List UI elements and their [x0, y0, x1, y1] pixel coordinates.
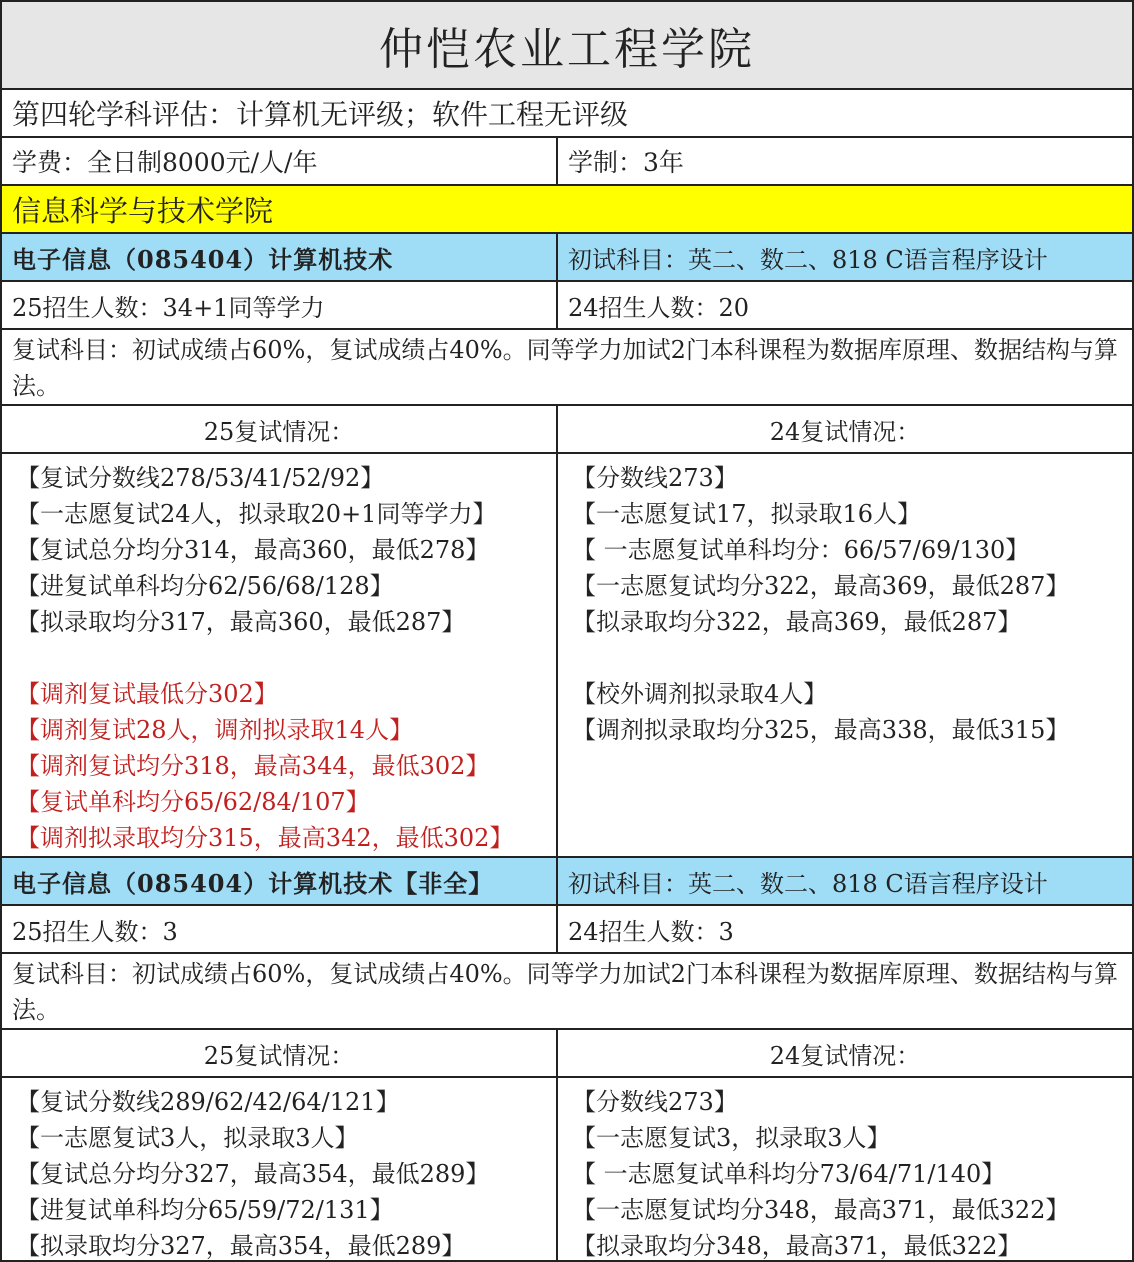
detail-line-adjustment: 【调剂拟录取均分315，最高342，最低302】: [16, 824, 514, 852]
retest-header-2025: 25复试情况：: [2, 1030, 558, 1076]
detail-line: 【调剂拟录取均分325，最高338，最低315】: [572, 716, 1070, 744]
retest-detail-2025: [2, 454, 558, 856]
detail-line: 【分数线273】: [572, 1088, 738, 1116]
program-name: 电子信息（085404）计算机技术: [2, 234, 558, 280]
retest-detail-2025: [2, 1078, 558, 1262]
detail-line: 【复试分数线278/53/41/52/92】: [16, 464, 385, 492]
detail-line: 【 一志愿复试单科均分：66/57/69/130】: [572, 536, 1030, 564]
detail-line: 【一志愿复试3，拟录取3人】: [572, 1124, 891, 1152]
school-name: 信息科学与技术学院: [12, 193, 274, 228]
detail-line: 【拟录取均分317，最高360，最低287】: [16, 608, 466, 636]
detail-line-adjustment: 【复试单科均分65/62/84/107】: [16, 788, 370, 816]
study-duration: 学制：3年: [568, 148, 684, 177]
detail-line: 【复试总分均分327，最高354，最低289】: [16, 1160, 490, 1188]
detail-line: 【一志愿复试均分322，最高369，最低287】: [572, 572, 1070, 600]
quota-row: [2, 282, 1132, 330]
detail-line: 【进复试单科均分65/59/72/131】: [16, 1196, 394, 1224]
quota-2025: 25招生人数：3: [2, 906, 558, 952]
detail-line-adjustment: 【调剂复试最低分302】: [16, 680, 278, 708]
retest-note-row: [2, 330, 1132, 406]
retest-header-2025: 25复试情况：: [2, 406, 558, 452]
detail-line: 【拟录取均分327，最高354，最低289】: [16, 1232, 466, 1260]
retest-note-row: [2, 954, 1132, 1030]
program-header-row: [2, 858, 1132, 906]
retest-note: 复试科目：初试成绩占60%，复试成绩占40%。同等学力加试2门本科课程为数据库原理、数据结构与算法。: [12, 960, 1118, 1024]
quota-2024: 24招生人数：3: [568, 917, 734, 946]
detail-line-adjustment: 【调剂复试28人，调剂拟录取14人】: [16, 716, 414, 744]
detail-line: 【复试分数线289/62/42/64/121】: [16, 1088, 400, 1116]
detail-line: 【拟录取均分322，最高369，最低287】: [572, 608, 1022, 636]
subject-evaluation: 第四轮学科评估：计算机无评级；软件工程无评级: [12, 98, 629, 131]
detail-line: 【校外调剂拟录取4人】: [572, 680, 828, 708]
detail-line: 【一志愿复试17，拟录取16人】: [572, 500, 922, 528]
title-row: [2, 2, 1132, 90]
evaluation-row: [2, 90, 1132, 138]
retest-detail-2024: [558, 1078, 1132, 1262]
quota-2025: 25招生人数：34+1同等学力: [2, 282, 558, 328]
retest-detail-row: [2, 454, 1132, 858]
quota-2024: 24招生人数：20: [568, 293, 750, 322]
detail-line: 【复试总分均分314，最高360，最低278】: [16, 536, 490, 564]
retest-note: 复试科目：初试成绩占60%，复试成绩占40%。同等学力加试2门本科课程为数据库原理、数据结构与算法。: [12, 336, 1118, 400]
detail-line: 【一志愿复试3人，拟录取3人】: [16, 1124, 359, 1152]
detail-spacer: [572, 640, 1132, 676]
detail-spacer: [16, 640, 556, 676]
detail-line: 【 一志愿复试单科均分73/64/71/140】: [572, 1160, 1006, 1188]
tuition-fee: 学费：全日制8000元/人/年: [2, 138, 558, 184]
detail-line: 【进复试单科均分62/56/68/128】: [16, 572, 394, 600]
retest-header-row: [2, 406, 1132, 454]
retest-header-row: [2, 1030, 1132, 1078]
detail-line: 【一志愿复试均分348，最高371，最低322】: [572, 1196, 1070, 1224]
exam-subjects: 初试科目：英二、数二、818 C语言程序设计: [568, 245, 1048, 274]
school-row: [2, 186, 1132, 234]
retest-header-2024: 24复试情况：: [769, 1041, 921, 1070]
retest-detail-2024: [558, 454, 1132, 856]
quota-row: [2, 906, 1132, 954]
fee-row: [2, 138, 1132, 186]
detail-line: 【一志愿复试24人，拟录取20+1同等学力】: [16, 500, 497, 528]
detail-line: 【拟录取均分348，最高371，最低322】: [572, 1232, 1022, 1260]
detail-line: 【分数线273】: [572, 464, 738, 492]
detail-line-adjustment: 【调剂复试均分318，最高344，最低302】: [16, 752, 490, 780]
page-title: 仲恺农业工程学院: [379, 24, 755, 75]
exam-subjects: 初试科目：英二、数二、818 C语言程序设计: [568, 869, 1048, 898]
program-name: 电子信息（085404）计算机技术【非全】: [2, 858, 558, 904]
retest-detail-row: [2, 1078, 1132, 1262]
program-header-row: [2, 234, 1132, 282]
retest-header-2024: 24复试情况：: [769, 417, 921, 446]
